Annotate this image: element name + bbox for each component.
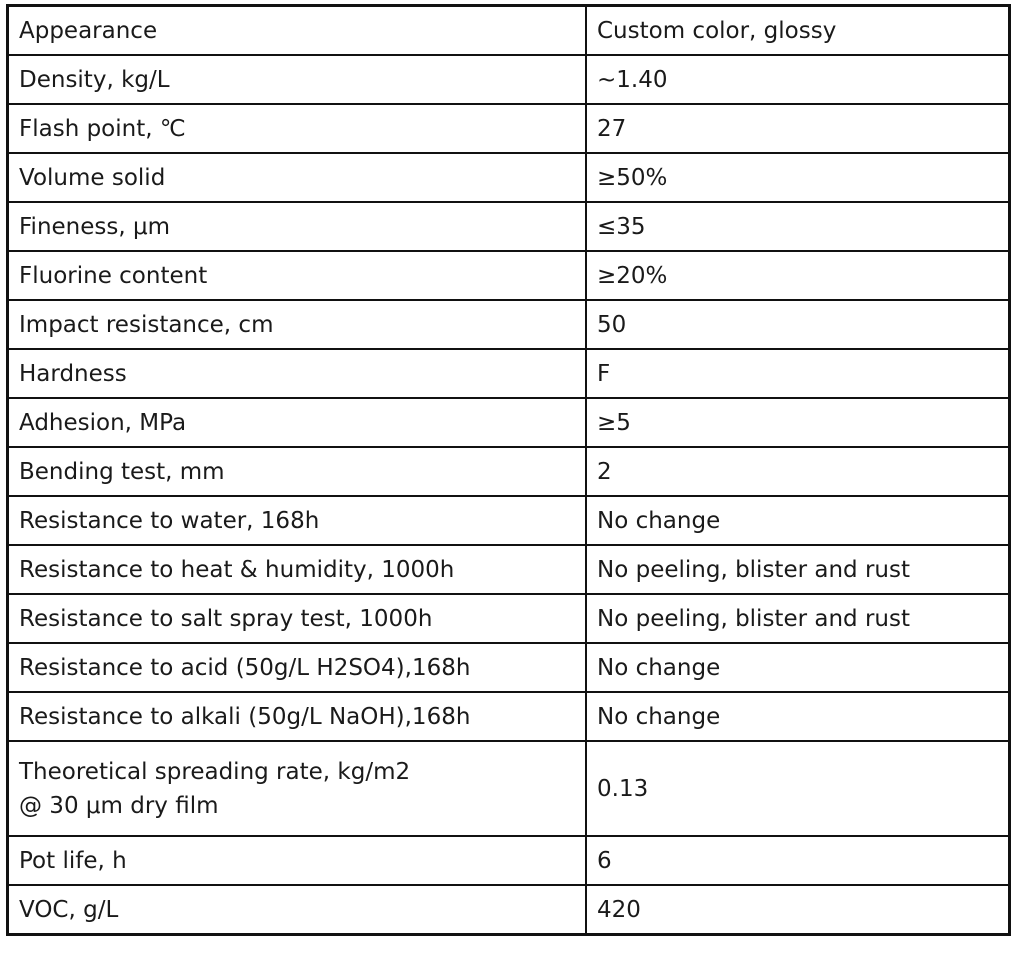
table-row [8,496,1010,545]
property-cell: Resistance to acid (50g/L H2SO4),168h [8,643,587,692]
table-row [8,251,1010,300]
table-row [8,153,1010,202]
value-cell: ≥50% [586,153,1010,202]
property-cell: Bending test, mm [8,447,587,496]
table-row [8,349,1010,398]
table-row [8,398,1010,447]
property-cell: Resistance to alkali (50g/L NaOH),168h [8,692,587,741]
property-cell: Fineness, μm [8,202,587,251]
value-cell: No change [586,496,1010,545]
value-cell: 420 [586,885,1010,935]
property-cell: Fluorine content [8,251,587,300]
property-cell: Resistance to water, 168h [8,496,587,545]
value-cell: No change [586,692,1010,741]
table-row [8,643,1010,692]
value-cell: ~1.40 [586,55,1010,104]
table-row [8,447,1010,496]
table-row [8,836,1010,885]
value-cell: 50 [586,300,1010,349]
property-cell: Adhesion, MPa [8,398,587,447]
value-cell: ≥20% [586,251,1010,300]
value-cell: No change [586,643,1010,692]
property-cell: Density, kg/L [8,55,587,104]
value-cell: F [586,349,1010,398]
table-row [8,692,1010,741]
table-row [8,545,1010,594]
value-cell: 6 [586,836,1010,885]
property-cell: Resistance to heat & humidity, 1000h [8,545,587,594]
property-line: Theoretical spreading rate, kg/m2 [19,758,411,785]
value-cell: Custom color, glossy [586,6,1010,56]
property-cell: Resistance to salt spray test, 1000h [8,594,587,643]
specification-table [6,4,1011,936]
value-cell: 27 [586,104,1010,153]
property-cell: Hardness [8,349,587,398]
property-cell: Appearance [8,6,587,56]
table-row [8,104,1010,153]
value-cell: 2 [586,447,1010,496]
table-row [8,202,1010,251]
table-row [8,594,1010,643]
property-cell: Pot life, h [8,836,587,885]
table-row [8,885,1010,935]
property-line: @ 30 μm dry film [19,792,219,819]
property-cell: Impact resistance, cm [8,300,587,349]
value-cell: ≤35 [586,202,1010,251]
property-cell: VOC, g/L [8,885,587,935]
table-row [8,55,1010,104]
property-cell [8,741,587,836]
value-cell: No peeling, blister and rust [586,545,1010,594]
property-cell: Volume solid [8,153,587,202]
property-cell: Flash point, ℃ [8,104,587,153]
value-cell: No peeling, blister and rust [586,594,1010,643]
table-row [8,741,1010,836]
table-row [8,300,1010,349]
table-row [8,6,1010,56]
value-cell: ≥5 [586,398,1010,447]
value-cell: 0.13 [586,741,1010,836]
